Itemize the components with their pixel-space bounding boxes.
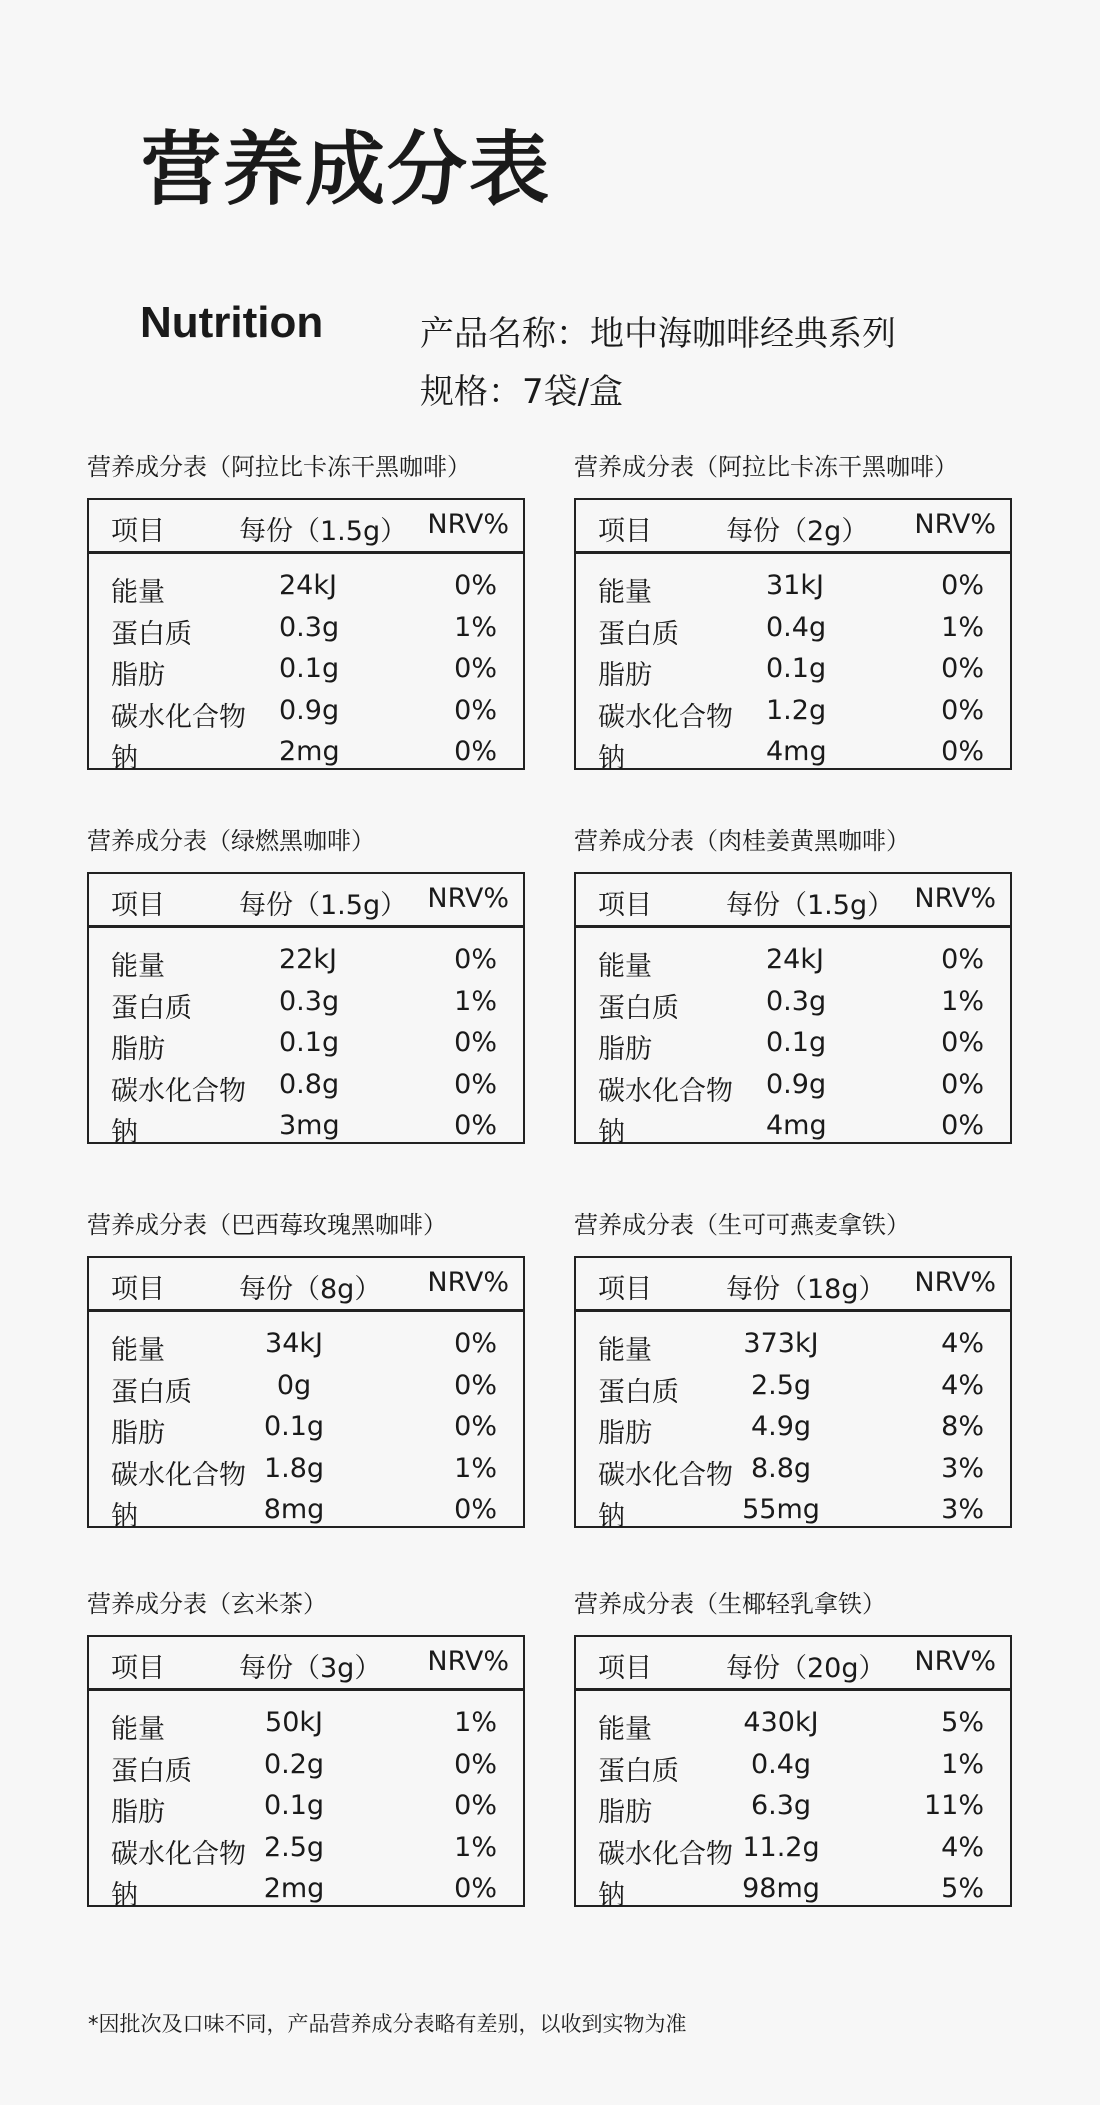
nutrient-amount: 50kJ (265, 1707, 323, 1738)
nutrient-nrv: 5% (941, 1873, 984, 1904)
nutrient-nrv: 11% (923, 1790, 984, 1821)
nutrient-nrv: 1% (941, 611, 984, 643)
nutrient-name: 能量 (111, 1714, 165, 1745)
table-row (89, 1453, 523, 1493)
nutrient-nrv: 4% (941, 1831, 984, 1863)
nutrient-nrv: 0% (941, 944, 984, 975)
header-nrv: NRV% (427, 509, 509, 540)
nutrient-amount: 0.1g (766, 653, 827, 684)
table-row (89, 1110, 523, 1150)
nutrient-nrv: 0% (941, 570, 984, 601)
table-row (576, 1411, 1010, 1451)
nutrient-nrv: 0% (454, 1369, 497, 1401)
nutrient-name: 钠 (598, 743, 625, 774)
nutrient-nrv: 1% (941, 985, 984, 1017)
nutrient-name: 脂肪 (111, 1034, 165, 1065)
nutrient-amount: 0.1g (279, 653, 340, 684)
table-caption: 营养成分表（阿拉比卡冻干黑咖啡） (574, 453, 958, 481)
nutrient-nrv: 0% (941, 1027, 984, 1058)
nutrient-nrv: 0% (454, 736, 497, 767)
nutrition-table (574, 498, 1012, 774)
nutrient-nrv: 1% (454, 1452, 497, 1484)
table-row (89, 986, 523, 1026)
nutrient-amount: 24kJ (766, 944, 824, 975)
nutrient-name: 钠 (598, 1117, 625, 1148)
header-item: 项目 (598, 890, 652, 921)
nutrition-table-section (87, 1206, 525, 1532)
header-nrv: NRV% (427, 1267, 509, 1298)
nutrient-name: 能量 (598, 1714, 652, 1745)
table-row (89, 1328, 523, 1368)
nutrient-amount: 31kJ (766, 570, 824, 601)
table-row (89, 1069, 523, 1109)
nutrient-name: 碳水化合物 (598, 1075, 733, 1107)
table-row (89, 570, 523, 610)
table-row (576, 653, 1010, 693)
nutrient-name: 蛋白质 (111, 618, 192, 650)
nutrient-amount: 98mg (742, 1873, 820, 1904)
nutrition-table (87, 498, 525, 774)
nutrient-nrv: 0% (454, 1411, 497, 1442)
header-nrv: NRV% (427, 883, 509, 914)
nutrient-name: 能量 (598, 1335, 652, 1366)
nutrient-amount: 24kJ (279, 570, 337, 601)
nutrient-nrv: 4% (941, 1369, 984, 1401)
nutrient-amount: 0.8g (279, 1068, 340, 1100)
nutrient-name: 蛋白质 (111, 1755, 192, 1787)
nutrient-amount: 0.1g (263, 1411, 325, 1442)
table-row (89, 1027, 523, 1067)
table-row (89, 736, 523, 776)
nutrient-amount: 8mg (263, 1494, 325, 1525)
nutrient-nrv: 3% (941, 1452, 984, 1484)
table-header (576, 500, 1010, 554)
nutrient-amount: 22kJ (279, 944, 337, 975)
nutrient-amount: 1.8g (263, 1452, 325, 1484)
nutrient-amount: 4mg (766, 1110, 827, 1141)
nutrient-name: 碳水化合物 (598, 1838, 733, 1870)
nutrient-name: 蛋白质 (111, 992, 192, 1024)
nutrient-amount: 6.3g (750, 1790, 812, 1821)
nutrient-name: 蛋白质 (598, 992, 679, 1024)
nutrient-amount: 34kJ (265, 1328, 323, 1359)
nutrition-table (574, 872, 1012, 1148)
header-per-serving: 每份（18g） (726, 1274, 886, 1305)
nutrient-nrv: 0% (454, 1027, 497, 1058)
nutrient-amount: 0.3g (766, 985, 827, 1017)
product-name: 产品名称：地中海咖啡经典系列 (420, 314, 896, 354)
nutrition-table (87, 1635, 525, 1911)
nutrition-table-section (87, 1585, 525, 1911)
nutrient-amount: 0.1g (263, 1790, 325, 1821)
nutrient-name: 能量 (598, 577, 652, 608)
header-per-serving: 每份（8g） (239, 1274, 382, 1305)
nutrient-nrv: 0% (454, 694, 497, 726)
table-row (576, 736, 1010, 776)
nutrient-amount: 2.5g (750, 1369, 812, 1401)
table-row (89, 1494, 523, 1534)
nutrient-name: 脂肪 (598, 1034, 652, 1065)
table-row (89, 1411, 523, 1451)
nutrient-name: 脂肪 (111, 1797, 165, 1828)
nutrition-table-section (87, 448, 525, 774)
table-row (576, 1707, 1010, 1747)
table-row (576, 570, 1010, 610)
nutrient-amount: 11.2g (742, 1831, 820, 1863)
table-caption: 营养成分表（生椰轻乳拿铁） (574, 1590, 886, 1618)
nutrient-amount: 8.8g (750, 1452, 812, 1484)
table-row (89, 1832, 523, 1872)
nutrient-name: 蛋白质 (598, 1376, 679, 1408)
table-row (576, 1027, 1010, 1067)
nutrient-name: 脂肪 (598, 1418, 652, 1449)
nutrient-name: 钠 (598, 1501, 625, 1532)
nutrient-name: 钠 (598, 1880, 625, 1911)
nutrient-nrv: 4% (941, 1328, 984, 1359)
table-row (576, 1790, 1010, 1830)
footer-note: *因批次及口味不同，产品营养成分表略有差别，以收到实物为准 (88, 2012, 687, 2036)
nutrient-nrv: 0% (454, 1068, 497, 1100)
nutrient-nrv: 1% (454, 1707, 497, 1738)
nutrient-amount: 0.1g (279, 1027, 340, 1058)
nutrient-name: 碳水化合物 (598, 1459, 733, 1491)
table-row (576, 1873, 1010, 1913)
nutrient-name: 能量 (111, 1335, 165, 1366)
nutrient-amount: 0.9g (766, 1068, 827, 1100)
header-per-serving: 每份（2g） (726, 516, 869, 547)
nutrition-table (87, 872, 525, 1148)
nutrition-table-section (574, 1206, 1012, 1532)
table-header (89, 500, 523, 554)
table-row (576, 1370, 1010, 1410)
nutrient-nrv: 0% (454, 1110, 497, 1141)
nutrient-nrv: 0% (941, 694, 984, 726)
nutrient-nrv: 3% (941, 1494, 984, 1525)
nutrient-nrv: 0% (941, 653, 984, 684)
table-header (89, 1637, 523, 1691)
nutrient-amount: 373kJ (743, 1328, 819, 1359)
nutrient-amount: 0.3g (279, 985, 340, 1017)
table-caption: 营养成分表（阿拉比卡冻干黑咖啡） (87, 453, 471, 481)
nutrient-name: 蛋白质 (598, 618, 679, 650)
nutrition-table-section (574, 1585, 1012, 1911)
header-per-serving: 每份（1.5g） (239, 890, 408, 921)
nutrition-label: Nutrition (140, 298, 324, 347)
header-per-serving: 每份（1.5g） (239, 516, 408, 547)
table-row (89, 612, 523, 652)
table-row (576, 1749, 1010, 1789)
nutrient-nrv: 0% (454, 570, 497, 601)
nutrient-name: 碳水化合物 (111, 1075, 246, 1107)
nutrient-amount: 4.9g (750, 1411, 812, 1442)
table-header (576, 1637, 1010, 1691)
nutrient-name: 碳水化合物 (598, 701, 733, 733)
nutrient-nrv: 8% (941, 1411, 984, 1442)
table-header (89, 1258, 523, 1312)
table-row (576, 612, 1010, 652)
product-spec: 规格：7袋/盒 (420, 372, 624, 412)
product-info (420, 305, 896, 421)
header-nrv: NRV% (914, 883, 996, 914)
nutrient-nrv: 0% (941, 736, 984, 767)
nutrient-name: 碳水化合物 (111, 1838, 246, 1870)
table-caption: 营养成分表（生可可燕麦拿铁） (574, 1211, 910, 1239)
nutrient-amount: 55mg (742, 1494, 820, 1525)
nutrient-name: 能量 (598, 951, 652, 982)
nutrient-name: 脂肪 (111, 660, 165, 691)
nutrient-amount: 3mg (279, 1110, 340, 1141)
nutrient-nrv: 0% (454, 1494, 497, 1525)
nutrient-amount: 0.1g (766, 1027, 827, 1058)
nutrient-nrv: 1% (454, 985, 497, 1017)
table-row (576, 944, 1010, 984)
table-row (576, 1328, 1010, 1368)
nutrient-nrv: 1% (941, 1748, 984, 1780)
table-header (576, 874, 1010, 928)
nutrient-name: 脂肪 (598, 1797, 652, 1828)
nutrition-table (574, 1635, 1012, 1911)
table-caption: 营养成分表（玄米茶） (87, 1590, 327, 1618)
table-row (576, 1453, 1010, 1493)
nutrient-name: 钠 (111, 1117, 138, 1148)
nutrient-nrv: 0% (454, 1790, 497, 1821)
nutrient-nrv: 0% (941, 1068, 984, 1100)
nutrition-table-section (87, 822, 525, 1148)
table-row (89, 695, 523, 735)
nutrient-name: 蛋白质 (598, 1755, 679, 1787)
nutrient-nrv: 1% (454, 611, 497, 643)
header-item: 项目 (598, 516, 652, 547)
nutrient-name: 钠 (111, 1880, 138, 1911)
nutrient-name: 脂肪 (111, 1418, 165, 1449)
table-caption: 营养成分表（肉桂姜黄黑咖啡） (574, 827, 910, 855)
nutrient-name: 碳水化合物 (111, 1459, 246, 1491)
nutrient-amount: 0.4g (750, 1748, 812, 1780)
table-caption: 营养成分表（绿燃黑咖啡） (87, 827, 375, 855)
table-row (89, 944, 523, 984)
table-caption: 营养成分表（巴西莓玫瑰黑咖啡） (87, 1211, 447, 1239)
nutrient-nrv: 0% (454, 653, 497, 684)
nutrient-nrv: 0% (454, 944, 497, 975)
nutrient-amount: 0g (276, 1369, 312, 1401)
header-item: 项目 (111, 890, 165, 921)
header-item: 项目 (111, 516, 165, 547)
table-row (89, 653, 523, 693)
header-nrv: NRV% (914, 1646, 996, 1677)
table-row (576, 1110, 1010, 1150)
header-item: 项目 (111, 1653, 165, 1684)
nutrient-amount: 0.2g (263, 1748, 325, 1780)
table-row (89, 1749, 523, 1789)
nutrition-table-section (574, 448, 1012, 774)
nutrient-nrv: 0% (454, 1328, 497, 1359)
nutrient-name: 能量 (111, 577, 165, 608)
nutrient-amount: 0.4g (766, 611, 827, 643)
table-header (89, 874, 523, 928)
nutrition-table (574, 1256, 1012, 1532)
nutrition-table (87, 1256, 525, 1532)
header-nrv: NRV% (427, 1646, 509, 1677)
nutrient-amount: 4mg (766, 736, 827, 767)
table-row (89, 1790, 523, 1830)
nutrient-name: 钠 (111, 743, 138, 774)
nutrient-name: 钠 (111, 1501, 138, 1532)
header-per-serving: 每份（3g） (239, 1653, 382, 1684)
header-item: 项目 (111, 1274, 165, 1305)
nutrient-name: 脂肪 (598, 660, 652, 691)
header-per-serving: 每份（1.5g） (726, 890, 895, 921)
nutrition-table-section (574, 822, 1012, 1148)
nutrient-name: 能量 (111, 951, 165, 982)
table-row (89, 1707, 523, 1747)
table-row (576, 1494, 1010, 1534)
nutrient-amount: 430kJ (743, 1707, 819, 1738)
nutrient-nrv: 0% (454, 1748, 497, 1780)
nutrient-nrv: 0% (941, 1110, 984, 1141)
table-row (89, 1873, 523, 1913)
nutrient-amount: 2mg (263, 1873, 325, 1904)
nutrient-nrv: 5% (941, 1707, 984, 1738)
table-row (89, 1370, 523, 1410)
table-row (576, 1069, 1010, 1109)
nutrient-amount: 0.3g (279, 611, 340, 643)
table-row (576, 695, 1010, 735)
header-per-serving: 每份（20g） (726, 1653, 886, 1684)
table-row (576, 986, 1010, 1026)
table-row (576, 1832, 1010, 1872)
header-item: 项目 (598, 1274, 652, 1305)
header-nrv: NRV% (914, 1267, 996, 1298)
header-item: 项目 (598, 1653, 652, 1684)
table-header (576, 1258, 1010, 1312)
nutrient-amount: 2mg (279, 736, 340, 767)
nutrient-nrv: 1% (454, 1831, 497, 1863)
nutrient-name: 碳水化合物 (111, 701, 246, 733)
header-nrv: NRV% (914, 509, 996, 540)
nutrient-amount: 1.2g (766, 694, 827, 726)
page-title: 营养成分表 (141, 123, 551, 216)
nutrient-amount: 2.5g (263, 1831, 325, 1863)
nutrient-nrv: 0% (454, 1873, 497, 1904)
nutrient-amount: 0.9g (279, 694, 340, 726)
nutrient-name: 蛋白质 (111, 1376, 192, 1408)
